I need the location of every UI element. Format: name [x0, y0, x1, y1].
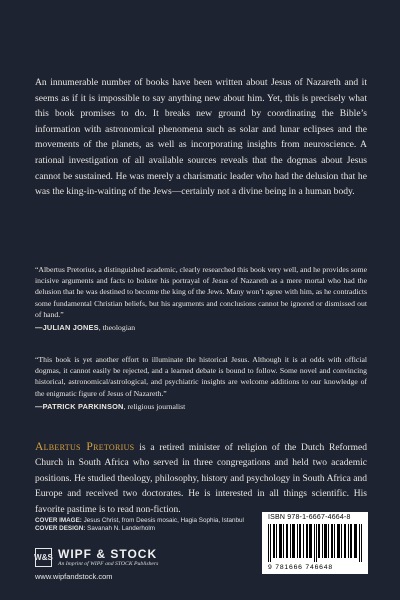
barcode-number: 9 781666 746648	[268, 564, 333, 571]
isbn-text: ISBN 978-1-6667-4664-8	[268, 514, 351, 521]
cover-design-credit	[35, 525, 244, 533]
cover-image-value: Jesus Christ, from Deesis mosaic, Hagia Sophia, Istanbul	[81, 517, 244, 524]
cover-image-label: COVER IMAGE:	[35, 517, 82, 524]
review-1-name: —JULIAN JONES	[35, 323, 99, 333]
review-1	[35, 264, 367, 333]
author-name: Albertus Pretorius	[35, 441, 135, 453]
review-1-attribution	[35, 322, 367, 333]
isbn-barcode	[262, 512, 368, 574]
cover-image-credit	[35, 517, 244, 525]
publisher-tagline: An Imprint of WIPF and STOCK Publishers	[58, 561, 159, 567]
publisher-website: www.wipfandstock.com	[35, 572, 113, 581]
publisher-name: WIPF & STOCK	[58, 547, 158, 561]
review-1-quote: “Albertus Pretorius, a distinguished academic, clearly researched this book very well, and he provides some incisive arguments and facts to bolster his portrayal of Jesus of Nazareth as a mere mortal who had the delusion that he was destined to become the king of the Jews. Many won’t agree with him, as he contradicts some fundamental Christian beliefs, but his arguments and conclusions cannot be ignored or dismissed out of hand.”	[35, 265, 367, 319]
review-2-name: —PATRICK PARKINSON	[35, 401, 124, 411]
author-bio-text: is a retired minister of religion of the Dutch Reformed Church in South Africa who served in three congregations and held two academic positions. He studied theology, philosophy, history and psychology in South Africa and Europe and received two doctorates. He is interested in all things scientific. His favorite pastime is to read non-fiction.	[35, 443, 367, 515]
review-2-role: , religious journalist	[123, 401, 186, 411]
author-bio	[35, 440, 367, 518]
publisher-block	[58, 548, 158, 567]
review-2-quote: “This book is yet another effort to illuminate the historical Jesus. Although it is at odds with official dogmas, it cannot easily be rejected, and a learned debate is bound to follow. Some novel and convincing historical, astronomical/astrological, and psychiatric insights are welcome additions to our knowledge of the enigmatic figure of Jesus of Nazareth.”	[35, 355, 367, 398]
review-1-role: , theologian	[98, 323, 136, 333]
cover-design-value: Savanah N. Landerholm	[85, 524, 156, 532]
book-description: An innumerable number of books have been written about Jesus of Nazareth and it seems as if it is impossible to say anything new about him. Yet, this is precisely what this book promises to do. It breaks new ground by coordinating the Bible’s information with astronomical phenomena such as solar and lunar eclipses and the movements of the planets, as well as incorporating insights from neuroscience. A rational investigation of all available sources reveals that the dogmas about Jesus cannot be sustained. He was merely a charismatic leader who had the delusion that he was the king-in-waiting of the Jews—certainly not a divine being in a human body.	[35, 77, 367, 198]
barcode-icon	[268, 524, 362, 562]
review-2-attribution	[35, 401, 367, 412]
cover-credits	[35, 517, 244, 533]
publisher-logo-icon: W&S	[35, 548, 52, 567]
review-2	[35, 354, 367, 412]
cover-design-label: COVER DESIGN:	[35, 524, 86, 532]
